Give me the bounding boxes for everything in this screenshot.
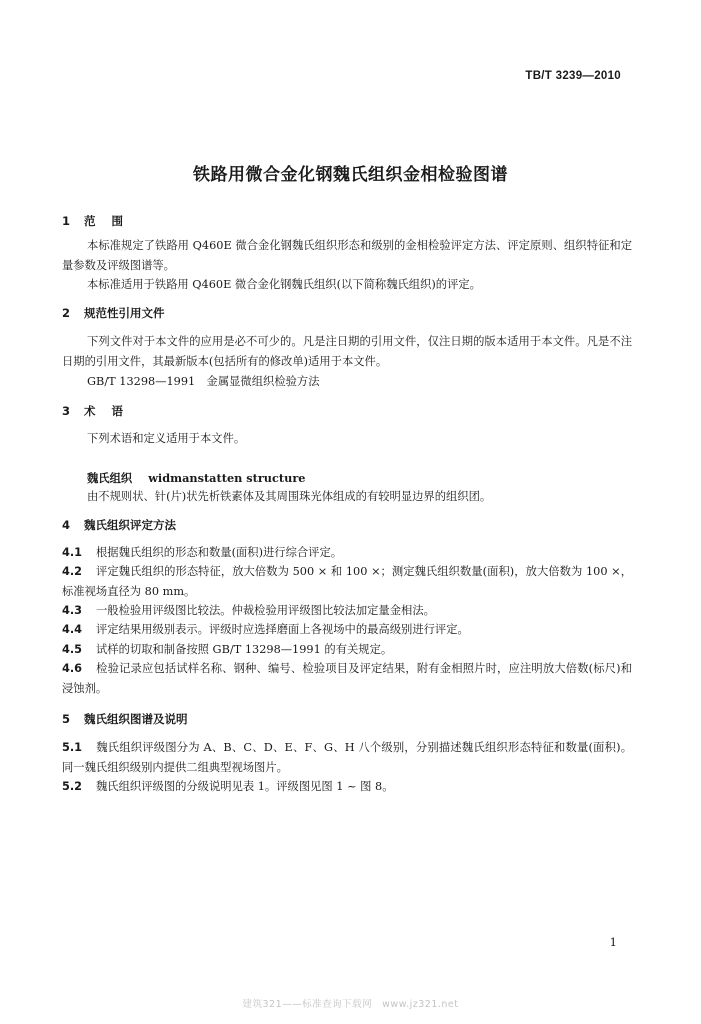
section-title: 魏氏组织图谱及说明 bbox=[84, 712, 188, 726]
clause-text: 评定魏氏组织的形态特征，放大倍数为 500 × 和 100 ×；测定魏氏组织数量(面积)，放大倍数为 100 ×，标准视场直径为 80 mm。 bbox=[62, 565, 632, 598]
section-3-heading bbox=[62, 403, 139, 419]
clause-number: 4.5 bbox=[62, 643, 83, 656]
clause-text: 评定结果用级别表示。评级时应选择磨面上各视场中的最高级别进行评定。 bbox=[96, 623, 469, 636]
term-english: widmanstatten structure bbox=[148, 471, 306, 485]
standard-code: TB/T 3239—2010 bbox=[525, 70, 621, 82]
clause-number: 4.4 bbox=[62, 623, 83, 636]
section-title: 术语 bbox=[84, 404, 139, 418]
section-number: 3 bbox=[62, 404, 71, 418]
clause-4-1 bbox=[62, 543, 632, 563]
section-2-paragraph: 下列文件对于本文件的应用是必不可少的。凡是注日期的引用文件，仅注日期的版本适用于本文件。凡是不注日期的引用文件，其最新版本(包括所有的修改单)适用于本文件。 bbox=[62, 335, 632, 368]
section-2-heading bbox=[62, 305, 165, 321]
document-title: 铁路用微合金化钢魏氏组织金相检验图谱 bbox=[193, 165, 508, 185]
clause-text: 试样的切取和制备按照 GB/T 13298—1991 的有关规定。 bbox=[96, 643, 393, 656]
clause-number: 4.1 bbox=[62, 546, 83, 559]
clause-number: 4.6 bbox=[62, 662, 83, 675]
section-1-heading bbox=[62, 213, 139, 229]
section-5-heading bbox=[62, 711, 188, 727]
section-title: 规范性引用文件 bbox=[84, 306, 165, 320]
clause-text: 根据魏氏组织的形态和数量(面积)进行综合评定。 bbox=[96, 546, 343, 559]
clause-5-2 bbox=[62, 777, 632, 797]
clause-number: 5.1 bbox=[62, 741, 83, 754]
terms-intro: 下列术语和定义适用于本文件。 bbox=[87, 432, 246, 445]
section-number: 1 bbox=[62, 214, 71, 228]
section-1-paragraph-1: 本标准规定了铁路用 Q460E 微合金化钢魏氏组织形态和级别的金相检验评定方法、评定原则、组织特征和定量参数及评级图谱等。 bbox=[62, 239, 632, 272]
section-1-paragraph-2: 本标准适用于铁路用 Q460E 微合金化钢魏氏组织(以下简称魏氏组织)的评定。 bbox=[87, 278, 481, 291]
clause-5-1 bbox=[62, 738, 632, 777]
clause-text: 一般检验用评级图比较法。仲裁检验用评级图比较法加定量金相法。 bbox=[96, 604, 435, 617]
section-number: 2 bbox=[62, 306, 71, 320]
clause-number: 4.3 bbox=[62, 604, 83, 617]
clause-4-4 bbox=[62, 620, 632, 640]
clause-4-5 bbox=[62, 640, 632, 660]
clause-number: 5.2 bbox=[62, 780, 83, 793]
section-title: 范围 bbox=[84, 214, 139, 228]
clause-4-3 bbox=[62, 601, 632, 621]
section-number: 5 bbox=[62, 712, 71, 726]
clause-number: 4.2 bbox=[62, 565, 83, 578]
clause-text: 魏氏组织评级图的分级说明见表 1。评级图见图 1 ~ 图 8。 bbox=[96, 780, 394, 793]
section-4-heading bbox=[62, 517, 176, 533]
section-number: 4 bbox=[62, 518, 71, 532]
clause-4-6 bbox=[62, 659, 632, 698]
term-entry bbox=[87, 470, 305, 486]
normative-reference: GB/T 13298—1991 金属显微组织检验方法 bbox=[87, 375, 320, 388]
clause-text: 魏氏组织评级图分为 A、B、C、D、E、F、G、H 八个级别，分别描述魏氏组织形态特征和数量(面积)。同一魏氏组织级别内提供二组典型视场图片。 bbox=[62, 741, 632, 774]
watermark: 建筑321——标准查询下载网 www.jz321.net bbox=[242, 999, 459, 1010]
term-chinese: 魏氏组织 bbox=[87, 471, 133, 485]
clause-text: 检验记录应包括试样名称、钢种、编号、检验项目及评定结果，附有金相照片时，应注明放大倍数(标尺)和浸蚀剂。 bbox=[62, 662, 632, 695]
term-definition: 由不规则状、针(片)状先析铁素体及其周围珠光体组成的有较明显边界的组织团。 bbox=[87, 490, 492, 503]
page-number: 1 bbox=[609, 935, 617, 949]
clause-4-2 bbox=[62, 562, 632, 601]
section-title: 魏氏组织评定方法 bbox=[84, 518, 176, 532]
